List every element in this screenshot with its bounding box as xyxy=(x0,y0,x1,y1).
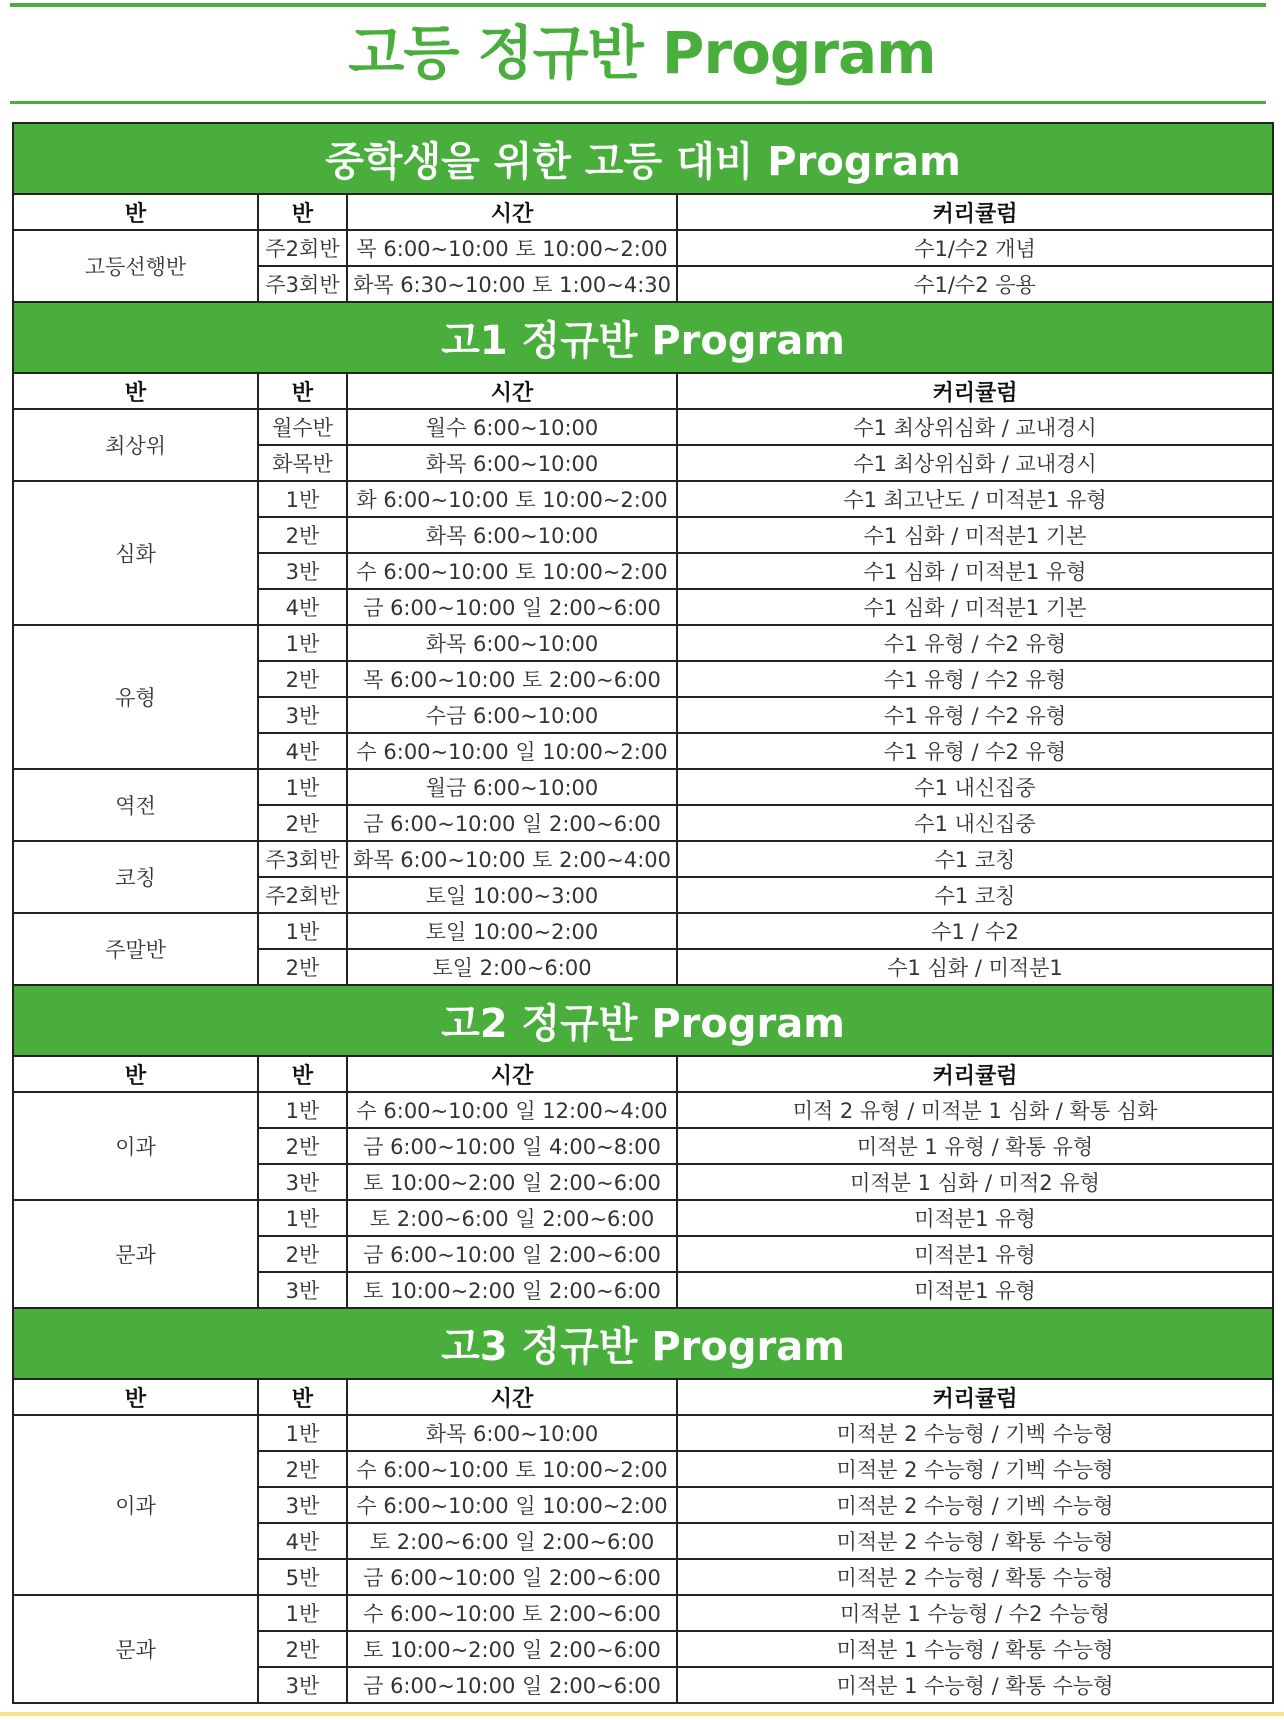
curriculum-cell: 미적분 1 유형 / 확통 유형 xyxy=(677,1128,1273,1164)
header-time: 시간 xyxy=(347,1056,677,1092)
table-row xyxy=(13,409,1273,445)
table-row xyxy=(13,769,1273,805)
class-cell: 3반 xyxy=(258,1164,347,1200)
section-banner-row xyxy=(13,302,1273,373)
time-cell: 금 6:00~10:00 일 2:00~6:00 xyxy=(347,1559,677,1595)
time-cell: 토 2:00~6:00 일 2:00~6:00 xyxy=(347,1523,677,1559)
header-curriculum: 커리큘럼 xyxy=(677,1056,1273,1092)
header-time: 시간 xyxy=(347,1379,677,1415)
table-row xyxy=(13,1415,1273,1451)
section-banner-row xyxy=(13,123,1273,194)
time-cell: 토 10:00~2:00 일 2:00~6:00 xyxy=(347,1631,677,1667)
header-time: 시간 xyxy=(347,373,677,409)
class-cell: 주2회반 xyxy=(258,230,347,266)
time-cell: 수 6:00~10:00 일 10:00~2:00 xyxy=(347,733,677,769)
class-cell: 주2회반 xyxy=(258,877,347,913)
curriculum-cell: 미적분 2 수능형 / 확통 수능형 xyxy=(677,1559,1273,1595)
table-row xyxy=(13,1200,1273,1236)
curriculum-cell: 수1 유형 / 수2 유형 xyxy=(677,697,1273,733)
time-cell: 토 10:00~2:00 일 2:00~6:00 xyxy=(347,1272,677,1308)
time-cell: 목 6:00~10:00 토 2:00~6:00 xyxy=(347,661,677,697)
group-name-cell: 역전 xyxy=(13,769,258,841)
table-row xyxy=(13,230,1273,266)
schedule-tables xyxy=(12,122,1272,1704)
group-name-cell: 유형 xyxy=(13,625,258,769)
curriculum-cell: 수1/수2 응용 xyxy=(677,266,1273,302)
time-cell: 수 6:00~10:00 일 10:00~2:00 xyxy=(347,1487,677,1523)
curriculum-cell: 미적분1 유형 xyxy=(677,1200,1273,1236)
header-group: 반 xyxy=(13,1056,258,1092)
time-cell: 월금 6:00~10:00 xyxy=(347,769,677,805)
curriculum-cell: 수1 심화 / 미적분1 xyxy=(677,949,1273,985)
table-row xyxy=(13,481,1273,517)
group-name-cell: 최상위 xyxy=(13,409,258,481)
header-time: 시간 xyxy=(347,194,677,230)
curriculum-cell: 수1 코칭 xyxy=(677,877,1273,913)
curriculum-cell: 수1 최상위심화 / 교내경시 xyxy=(677,409,1273,445)
time-cell: 수금 6:00~10:00 xyxy=(347,697,677,733)
time-cell: 수 6:00~10:00 일 12:00~4:00 xyxy=(347,1092,677,1128)
time-cell: 수 6:00~10:00 토 10:00~2:00 xyxy=(347,1451,677,1487)
class-cell: 1반 xyxy=(258,913,347,949)
time-cell: 금 6:00~10:00 일 2:00~6:00 xyxy=(347,1667,677,1703)
class-cell: 1반 xyxy=(258,1415,347,1451)
class-cell: 3반 xyxy=(258,553,347,589)
curriculum-cell: 미적분 1 수능형 / 확통 수능형 xyxy=(677,1667,1273,1703)
curriculum-cell: 수1 내신집중 xyxy=(677,769,1273,805)
curriculum-cell: 수1 코칭 xyxy=(677,841,1273,877)
time-cell: 수 6:00~10:00 토 2:00~6:00 xyxy=(347,1595,677,1631)
section-banner: 고2 정규반 Program xyxy=(13,985,1273,1056)
class-cell: 1반 xyxy=(258,1200,347,1236)
time-cell: 월수 6:00~10:00 xyxy=(347,409,677,445)
header-class: 반 xyxy=(258,1056,347,1092)
curriculum-cell: 수1 심화 / 미적분1 유형 xyxy=(677,553,1273,589)
curriculum-cell: 미적분 2 수능형 / 기벡 수능형 xyxy=(677,1415,1273,1451)
header-curriculum: 커리큘럼 xyxy=(677,1379,1273,1415)
table-row xyxy=(13,913,1273,949)
table-row xyxy=(13,1092,1273,1128)
curriculum-cell: 수1 심화 / 미적분1 기본 xyxy=(677,589,1273,625)
curriculum-cell: 수1 내신집중 xyxy=(677,805,1273,841)
time-cell: 목 6:00~10:00 토 10:00~2:00 xyxy=(347,230,677,266)
curriculum-cell: 미적분 2 수능형 / 기벡 수능형 xyxy=(677,1487,1273,1523)
section-banner: 중학생을 위한 고등 대비 Program xyxy=(13,123,1273,194)
class-cell: 3반 xyxy=(258,1667,347,1703)
group-name-cell: 주말반 xyxy=(13,913,258,985)
class-cell: 화목반 xyxy=(258,445,347,481)
time-cell: 금 6:00~10:00 일 2:00~6:00 xyxy=(347,1236,677,1272)
table-row xyxy=(13,625,1273,661)
time-cell: 토일 10:00~2:00 xyxy=(347,913,677,949)
group-name-cell: 문과 xyxy=(13,1200,258,1308)
curriculum-cell: 미적분1 유형 xyxy=(677,1272,1273,1308)
curriculum-cell: 수1 심화 / 미적분1 기본 xyxy=(677,517,1273,553)
curriculum-cell: 미적분 1 수능형 / 확통 수능형 xyxy=(677,1631,1273,1667)
group-name-cell: 이과 xyxy=(13,1092,258,1200)
header-class: 반 xyxy=(258,1379,347,1415)
schedule-table-body xyxy=(13,123,1273,1703)
header-group: 반 xyxy=(13,194,258,230)
header-row xyxy=(13,373,1273,409)
section-banner: 고1 정규반 Program xyxy=(13,302,1273,373)
time-cell: 토일 10:00~3:00 xyxy=(347,877,677,913)
bottom-divider xyxy=(0,1712,1284,1716)
class-cell: 3반 xyxy=(258,1487,347,1523)
curriculum-cell: 수1 / 수2 xyxy=(677,913,1273,949)
time-cell: 금 6:00~10:00 일 2:00~6:00 xyxy=(347,589,677,625)
class-cell: 주3회반 xyxy=(258,266,347,302)
class-cell: 2반 xyxy=(258,805,347,841)
time-cell: 화목 6:00~10:00 xyxy=(347,625,677,661)
time-cell: 토 2:00~6:00 일 2:00~6:00 xyxy=(347,1200,677,1236)
class-cell: 4반 xyxy=(258,589,347,625)
group-name-cell: 심화 xyxy=(13,481,258,625)
curriculum-cell: 수1 유형 / 수2 유형 xyxy=(677,733,1273,769)
class-cell: 2반 xyxy=(258,1128,347,1164)
header-curriculum: 커리큘럼 xyxy=(677,373,1273,409)
class-cell: 1반 xyxy=(258,1092,347,1128)
header-curriculum: 커리큘럼 xyxy=(677,194,1273,230)
group-name-cell: 고등선행반 xyxy=(13,230,258,302)
time-cell: 토일 2:00~6:00 xyxy=(347,949,677,985)
class-cell: 4반 xyxy=(258,733,347,769)
time-cell: 화목 6:00~10:00 xyxy=(347,445,677,481)
curriculum-cell: 수1 유형 / 수2 유형 xyxy=(677,661,1273,697)
header-row xyxy=(13,194,1273,230)
curriculum-cell: 미적분 2 수능형 / 확통 수능형 xyxy=(677,1523,1273,1559)
header-class: 반 xyxy=(258,373,347,409)
header-group: 반 xyxy=(13,373,258,409)
curriculum-cell: 미적 2 유형 / 미적분 1 심화 / 확통 심화 xyxy=(677,1092,1273,1128)
curriculum-cell: 수1 최고난도 / 미적분1 유형 xyxy=(677,481,1273,517)
class-cell: 2반 xyxy=(258,1236,347,1272)
curriculum-cell: 미적분 1 심화 / 미적2 유형 xyxy=(677,1164,1273,1200)
class-cell: 2반 xyxy=(258,661,347,697)
time-cell: 화목 6:30~10:00 토 1:00~4:30 xyxy=(347,266,677,302)
curriculum-cell: 수1 유형 / 수2 유형 xyxy=(677,625,1273,661)
page-title: 고등 정규반 Program xyxy=(348,19,936,87)
class-cell: 1반 xyxy=(258,481,347,517)
header-row xyxy=(13,1379,1273,1415)
time-cell: 화목 6:00~10:00 xyxy=(347,517,677,553)
time-cell: 수 6:00~10:00 토 10:00~2:00 xyxy=(347,553,677,589)
class-cell: 2반 xyxy=(258,949,347,985)
class-cell: 2반 xyxy=(258,1631,347,1667)
header-row xyxy=(13,1056,1273,1092)
group-name-cell: 코칭 xyxy=(13,841,258,913)
table-row xyxy=(13,1595,1273,1631)
curriculum-cell: 미적분 2 수능형 / 기벡 수능형 xyxy=(677,1451,1273,1487)
curriculum-cell: 수1 최상위심화 / 교내경시 xyxy=(677,445,1273,481)
class-cell: 1반 xyxy=(258,1595,347,1631)
class-cell: 1반 xyxy=(258,769,347,805)
group-name-cell: 이과 xyxy=(13,1415,258,1595)
class-cell: 4반 xyxy=(258,1523,347,1559)
table-row xyxy=(13,841,1273,877)
class-cell: 주3회반 xyxy=(258,841,347,877)
time-cell: 금 6:00~10:00 일 4:00~8:00 xyxy=(347,1128,677,1164)
curriculum-cell: 미적분1 유형 xyxy=(677,1236,1273,1272)
class-cell: 3반 xyxy=(258,697,347,733)
time-cell: 화목 6:00~10:00 토 2:00~4:00 xyxy=(347,841,677,877)
curriculum-cell: 미적분 1 수능형 / 수2 수능형 xyxy=(677,1595,1273,1631)
section-banner: 고3 정규반 Program xyxy=(13,1308,1273,1379)
time-cell: 토 10:00~2:00 일 2:00~6:00 xyxy=(347,1164,677,1200)
class-cell: 1반 xyxy=(258,625,347,661)
class-cell: 5반 xyxy=(258,1559,347,1595)
header-group: 반 xyxy=(13,1379,258,1415)
time-cell: 화목 6:00~10:00 xyxy=(347,1415,677,1451)
curriculum-cell: 수1/수2 개념 xyxy=(677,230,1273,266)
class-cell: 월수반 xyxy=(258,409,347,445)
class-cell: 2반 xyxy=(258,517,347,553)
group-name-cell: 문과 xyxy=(13,1595,258,1703)
time-cell: 금 6:00~10:00 일 2:00~6:00 xyxy=(347,805,677,841)
class-cell: 2반 xyxy=(258,1451,347,1487)
time-cell: 화 6:00~10:00 토 10:00~2:00 xyxy=(347,481,677,517)
title-divider xyxy=(10,101,1266,104)
top-divider xyxy=(10,3,1266,7)
header-class: 반 xyxy=(258,194,347,230)
class-cell: 3반 xyxy=(258,1272,347,1308)
schedule-table xyxy=(12,122,1274,1704)
section-banner-row xyxy=(13,985,1273,1056)
section-banner-row xyxy=(13,1308,1273,1379)
